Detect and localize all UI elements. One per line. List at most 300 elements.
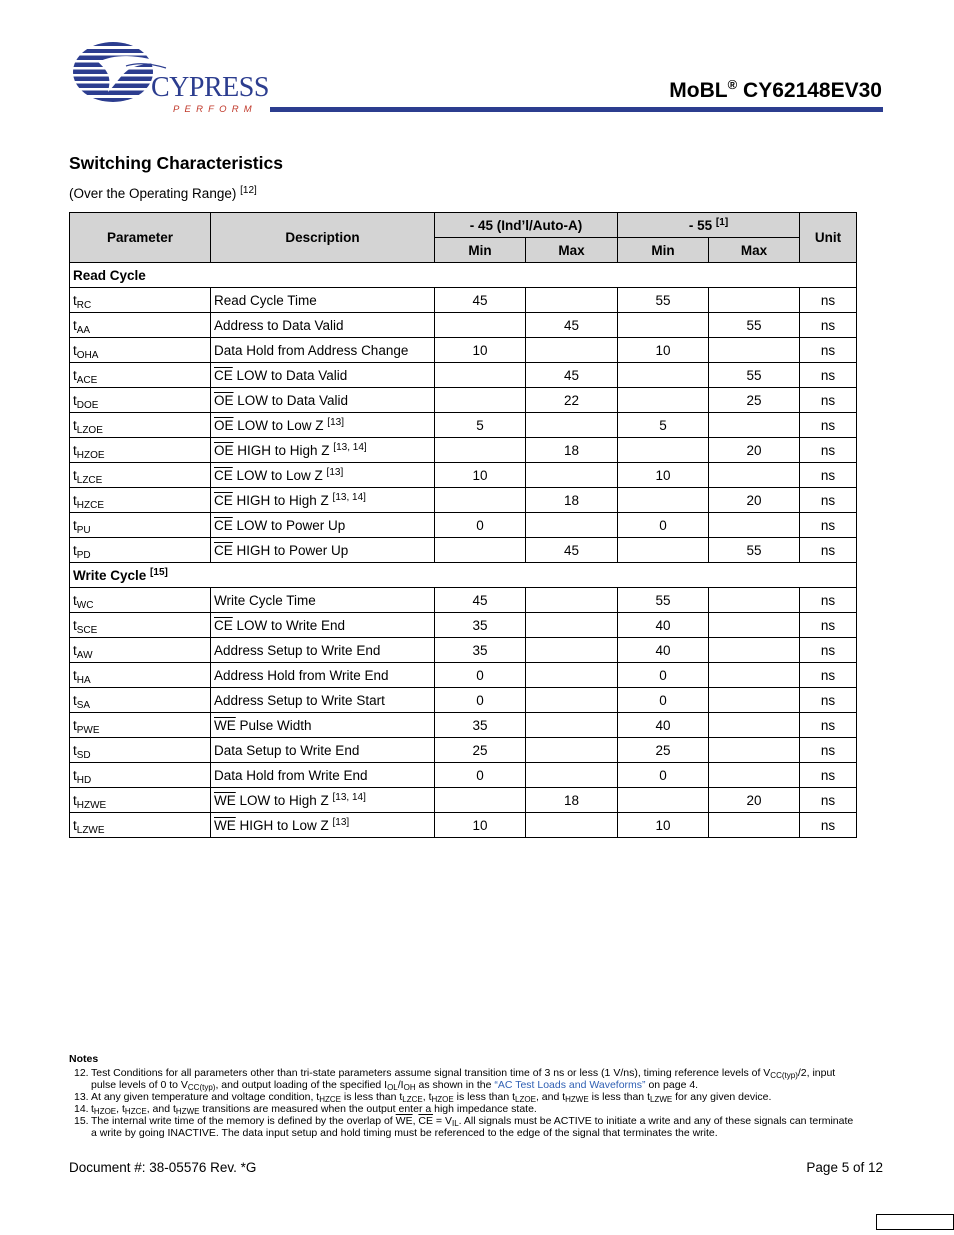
- max45-cell: [526, 688, 618, 713]
- max45-cell: [526, 288, 618, 313]
- parameter-cell: [70, 688, 211, 713]
- table-row: [70, 438, 857, 463]
- unit-cell: ns: [800, 288, 857, 313]
- min45-cell: 10: [435, 463, 526, 488]
- description-cell: [211, 363, 435, 388]
- note-sub: HZCE: [319, 1095, 342, 1104]
- unit-cell: ns: [800, 713, 857, 738]
- min55-cell: 55: [618, 588, 709, 613]
- max55-cell: 20: [709, 488, 800, 513]
- note-text: as shown in the: [415, 1079, 495, 1091]
- parameter-subscript: SA: [76, 699, 91, 711]
- max55-cell: [709, 763, 800, 788]
- parameter-subscript: AW: [76, 649, 93, 661]
- note-number: 13.: [74, 1091, 89, 1103]
- note-text: is less than t: [588, 1091, 650, 1103]
- unit-cell: ns: [800, 788, 857, 813]
- min55-cell: 10: [618, 338, 709, 363]
- max55-cell: [709, 463, 800, 488]
- description-ref: [13, 14]: [333, 441, 367, 453]
- note-sub: HZWE: [565, 1095, 589, 1104]
- parameter-cell: [70, 413, 211, 438]
- description-text: HIGH to Power Up: [232, 542, 349, 558]
- description-cell: [211, 288, 435, 313]
- description-text: Address Setup to Write Start: [214, 692, 385, 708]
- note-text: t: [91, 1103, 94, 1115]
- description-text: HIGH to Low Z: [235, 817, 333, 833]
- unit-cell: ns: [800, 613, 857, 638]
- description-text: Data Hold from Address Change: [214, 342, 409, 358]
- table-row: [70, 813, 857, 838]
- parameter-symbol: t: [73, 642, 77, 658]
- description-ref: [13]: [327, 416, 344, 428]
- description-text: LOW to Data Valid: [233, 392, 349, 408]
- parameter-cell: [70, 288, 211, 313]
- unit-cell: ns: [800, 363, 857, 388]
- description-cell: [211, 338, 435, 363]
- table-row: [70, 688, 857, 713]
- max45-cell: [526, 813, 618, 838]
- description-cell: [211, 488, 435, 513]
- parameter-cell: [70, 463, 211, 488]
- ac-test-loads-link[interactable]: “AC Test Loads and Waveforms”: [494, 1079, 646, 1091]
- note-overline: $\overline{WE}$: [395, 1115, 413, 1127]
- description-cell: [211, 763, 435, 788]
- header-unit: Unit: [800, 213, 857, 263]
- note-sub: LZWE: [649, 1095, 673, 1104]
- parameter-symbol: t: [73, 667, 77, 683]
- parameter-subscript: RC: [76, 299, 92, 311]
- max45-cell: [526, 338, 618, 363]
- title-part-number: CY62148EV30: [743, 79, 882, 102]
- section-title: Switching Characteristics: [69, 153, 283, 173]
- header-group-55-label: - 55: [688, 217, 713, 233]
- signal-overline: $\overline{OE}$: [214, 442, 234, 458]
- signal-overline: $\overline{OE}$: [214, 392, 234, 408]
- table-body: [70, 263, 857, 838]
- min55-cell: 0: [618, 513, 709, 538]
- section-row: [70, 263, 857, 288]
- unit-cell: ns: [800, 638, 857, 663]
- description-text: HIGH to High Z: [232, 492, 333, 508]
- min45-cell: 35: [435, 638, 526, 663]
- min45-cell: 5: [435, 413, 526, 438]
- parameter-cell: [70, 363, 211, 388]
- header-group-45: - 45 (Ind’l/Auto-A): [435, 213, 618, 238]
- description-text: LOW to Low Z: [233, 417, 328, 433]
- parameter-symbol: t: [73, 767, 77, 783]
- table-row: [70, 313, 857, 338]
- unit-cell: ns: [800, 588, 857, 613]
- unit-cell: ns: [800, 763, 857, 788]
- parameter-cell: [70, 513, 211, 538]
- note-sub: CC(typ): [187, 1083, 216, 1092]
- logo-wordmark: CYPRESS: [151, 72, 269, 103]
- description-cell: [211, 313, 435, 338]
- description-ref: [13, 14]: [332, 491, 366, 503]
- min55-cell: [618, 313, 709, 338]
- parameter-symbol: t: [73, 717, 77, 733]
- table-row: [70, 388, 857, 413]
- parameter-cell: [70, 438, 211, 463]
- max55-cell: [709, 338, 800, 363]
- parameter-subscript: SD: [76, 749, 91, 761]
- table-row: [70, 638, 857, 663]
- parameter-cell: [70, 388, 211, 413]
- header-min-45: Min: [435, 238, 526, 263]
- parameter-subscript: PWE: [76, 724, 100, 736]
- min55-cell: 0: [618, 763, 709, 788]
- max55-cell: [709, 663, 800, 688]
- table-row: [70, 713, 857, 738]
- min55-cell: 5: [618, 413, 709, 438]
- min45-cell: [435, 438, 526, 463]
- table-row: [70, 788, 857, 813]
- unit-cell: ns: [800, 488, 857, 513]
- parameter-symbol: t: [73, 442, 77, 458]
- signal-overline: $\overline{CE}$: [214, 467, 233, 483]
- description-cell: [211, 663, 435, 688]
- parameter-symbol: t: [73, 367, 77, 383]
- note-text: , and t: [146, 1103, 176, 1115]
- min45-cell: 25: [435, 738, 526, 763]
- unit-cell: ns: [800, 663, 857, 688]
- parameter-subscript: LZOE: [76, 424, 103, 436]
- logo-tagline: PERFORM: [173, 104, 257, 115]
- min45-cell: [435, 538, 526, 563]
- parameter-subscript: OHA: [76, 349, 99, 361]
- max55-cell: [709, 638, 800, 663]
- min55-cell: [618, 438, 709, 463]
- min55-cell: [618, 488, 709, 513]
- description-text: LOW to Power Up: [232, 517, 346, 533]
- unit-cell: ns: [800, 463, 857, 488]
- min45-cell: 45: [435, 588, 526, 613]
- description-cell: [211, 388, 435, 413]
- table-row: [70, 463, 857, 488]
- parameter-symbol: t: [73, 617, 77, 633]
- signal-overline: $\overline{CE}$: [214, 492, 233, 508]
- min45-cell: 0: [435, 763, 526, 788]
- parameter-subscript: HZWE: [76, 799, 107, 811]
- parameter-cell: [70, 713, 211, 738]
- max45-cell: 18: [526, 788, 618, 813]
- description-cell: [211, 463, 435, 488]
- parameter-cell: [70, 813, 211, 838]
- note-sub: HZWE: [175, 1107, 200, 1116]
- document-title: [669, 77, 882, 103]
- unit-cell: ns: [800, 738, 857, 763]
- description-text: LOW to Data Valid: [232, 367, 348, 383]
- min45-cell: 0: [435, 688, 526, 713]
- note-15: [69, 1115, 859, 1139]
- parameter-symbol: t: [73, 467, 77, 483]
- page-number: Page 5 of 12: [806, 1160, 883, 1175]
- table-row: [70, 413, 857, 438]
- min45-cell: 45: [435, 288, 526, 313]
- unit-cell: ns: [800, 813, 857, 838]
- max45-cell: [526, 638, 618, 663]
- max45-cell: [526, 613, 618, 638]
- note-text: /I: [397, 1079, 404, 1091]
- notes-title: Notes: [69, 1053, 99, 1065]
- note-sub: HZCE: [124, 1107, 147, 1116]
- description-cell: [211, 513, 435, 538]
- max45-cell: [526, 413, 618, 438]
- description-text: LOW to Low Z: [232, 467, 327, 483]
- range-note-text: (Over the Operating Range): [69, 186, 237, 201]
- parameter-cell: [70, 538, 211, 563]
- note-sub: HZOE: [93, 1107, 117, 1116]
- parameter-subscript: HZCE: [76, 499, 104, 511]
- notes-section: [69, 1053, 859, 1139]
- operating-range-note: [69, 186, 257, 201]
- signal-overline: $\overline{WE}$: [214, 817, 236, 833]
- max55-cell: [709, 713, 800, 738]
- section-heading-text: Write Cycle: [73, 567, 147, 583]
- signal-overline: $\overline{CE}$: [214, 542, 233, 558]
- max55-cell: [709, 513, 800, 538]
- min45-cell: [435, 363, 526, 388]
- description-text: Read Cycle Time: [214, 292, 317, 308]
- parameter-subscript: HA: [76, 674, 91, 686]
- description-ref: [13]: [332, 816, 350, 828]
- table-row: [70, 613, 857, 638]
- parameter-symbol: t: [73, 542, 77, 558]
- min55-cell: 40: [618, 613, 709, 638]
- min55-cell: 55: [618, 288, 709, 313]
- table-row: [70, 288, 857, 313]
- signal-overline: $\overline{WE}$: [214, 792, 236, 808]
- range-note-ref: [12]: [240, 185, 257, 196]
- note-text: is less than t: [341, 1091, 403, 1103]
- description-text: Address Setup to Write End: [214, 642, 381, 658]
- parameter-cell: [70, 313, 211, 338]
- min55-cell: 0: [618, 663, 709, 688]
- document-number: Document #: 38-05576 Rev. *G: [69, 1160, 257, 1175]
- description-text: HIGH to High Z: [233, 442, 334, 458]
- parameter-cell: [70, 738, 211, 763]
- max45-cell: 18: [526, 488, 618, 513]
- description-text: Address to Data Valid: [214, 317, 344, 333]
- note-sub: LZCE: [402, 1095, 423, 1104]
- parameter-symbol: t: [73, 792, 77, 808]
- parameter-subscript: DOE: [76, 399, 99, 411]
- title-brand: MoBL: [669, 79, 728, 102]
- description-cell: [211, 613, 435, 638]
- description-cell: [211, 788, 435, 813]
- header-max-55: Max: [709, 238, 800, 263]
- parameter-cell: [70, 588, 211, 613]
- parameter-symbol: t: [73, 392, 77, 408]
- table-row: [70, 338, 857, 363]
- max45-cell: [526, 513, 618, 538]
- description-text: LOW to Write End: [232, 617, 346, 633]
- note-14: [69, 1103, 859, 1115]
- description-cell: [211, 538, 435, 563]
- header-rule: [270, 107, 883, 112]
- note-text: transitions are measured when the output enter a high impedance state.: [199, 1103, 537, 1115]
- table-row: [70, 763, 857, 788]
- section-heading-text: Read Cycle: [73, 267, 146, 283]
- signal-overline: $\overline{CE}$: [214, 517, 233, 533]
- parameter-subscript: AA: [76, 324, 91, 336]
- min45-cell: 10: [435, 813, 526, 838]
- max55-cell: 20: [709, 438, 800, 463]
- min55-cell: [618, 363, 709, 388]
- max45-cell: [526, 663, 618, 688]
- signal-overline: $\overline{CE}$: [214, 617, 233, 633]
- min55-cell: 25: [618, 738, 709, 763]
- min55-cell: [618, 538, 709, 563]
- note-sub: OH: [403, 1083, 416, 1092]
- description-cell: [211, 638, 435, 663]
- parameter-symbol: t: [73, 317, 77, 333]
- note-text: The internal write time of the memory is defined by the overlap of: [91, 1115, 396, 1127]
- note-text: , and output loading of the specified I: [215, 1079, 388, 1091]
- note-number: 12.: [74, 1067, 89, 1079]
- note-sub: CC(typ): [770, 1071, 798, 1080]
- parameter-cell: [70, 613, 211, 638]
- section-heading: [70, 263, 857, 288]
- description-cell: [211, 413, 435, 438]
- parameter-cell: [70, 638, 211, 663]
- max55-cell: 55: [709, 363, 800, 388]
- signal-overline: $\overline{OE}$: [214, 417, 234, 433]
- parameter-symbol: t: [73, 517, 77, 533]
- parameter-subscript: LZWE: [76, 824, 105, 836]
- min55-cell: 10: [618, 463, 709, 488]
- max45-cell: 22: [526, 388, 618, 413]
- description-cell: [211, 738, 435, 763]
- parameter-subscript: WC: [76, 599, 94, 611]
- max55-cell: 25: [709, 388, 800, 413]
- max55-cell: [709, 738, 800, 763]
- table-row: [70, 588, 857, 613]
- note-text: , and t: [535, 1091, 566, 1103]
- parameter-symbol: t: [73, 292, 77, 308]
- parameter-symbol: t: [73, 342, 77, 358]
- min45-cell: 35: [435, 613, 526, 638]
- parameter-symbol: t: [73, 817, 77, 833]
- parameter-subscript: HD: [76, 774, 92, 786]
- note-13: [69, 1091, 859, 1103]
- note-number: 14.: [74, 1103, 89, 1115]
- min45-cell: [435, 388, 526, 413]
- note-text: Test Conditions for all parameters other than tri-state parameters assume signal transition time of 3 ns or less (1 V/ns), timing reference levels of V: [91, 1067, 771, 1079]
- max55-cell: 55: [709, 538, 800, 563]
- note-text: is less than t: [453, 1091, 516, 1103]
- note-sub: HZOE: [431, 1095, 454, 1104]
- header-max-45: Max: [526, 238, 618, 263]
- description-cell: [211, 438, 435, 463]
- max45-cell: [526, 763, 618, 788]
- unit-cell: ns: [800, 688, 857, 713]
- max55-cell: [709, 813, 800, 838]
- parameter-cell: [70, 788, 211, 813]
- note-text: At any given temperature and voltage condition, t: [91, 1091, 320, 1103]
- note-text: , t: [116, 1103, 125, 1115]
- description-cell: [211, 688, 435, 713]
- feedback-box[interactable]: [876, 1214, 954, 1230]
- header-group-55-ref: [1]: [715, 216, 729, 228]
- max45-cell: [526, 463, 618, 488]
- max55-cell: [709, 588, 800, 613]
- min45-cell: [435, 488, 526, 513]
- min55-cell: [618, 788, 709, 813]
- header-parameter: Parameter: [70, 213, 211, 263]
- min55-cell: 10: [618, 813, 709, 838]
- parameter-cell: [70, 338, 211, 363]
- unit-cell: ns: [800, 338, 857, 363]
- description-cell: [211, 713, 435, 738]
- parameter-symbol: t: [73, 742, 77, 758]
- parameter-symbol: t: [73, 492, 77, 508]
- parameter-cell: [70, 763, 211, 788]
- header-min-55: Min: [618, 238, 709, 263]
- parameter-cell: [70, 663, 211, 688]
- max45-cell: 45: [526, 538, 618, 563]
- unit-cell: ns: [800, 413, 857, 438]
- min45-cell: 0: [435, 513, 526, 538]
- table-row: [70, 488, 857, 513]
- parameter-symbol: t: [73, 592, 77, 608]
- max55-cell: 20: [709, 788, 800, 813]
- note-number: 15.: [74, 1115, 89, 1127]
- table-row: [70, 363, 857, 388]
- parameter-subscript: LZCE: [76, 474, 103, 486]
- note-sub: OL: [387, 1083, 398, 1092]
- description-text: Address Hold from Write End: [214, 667, 389, 683]
- section-heading: [70, 563, 857, 588]
- unit-cell: ns: [800, 388, 857, 413]
- unit-cell: ns: [800, 538, 857, 563]
- registered-mark: ®: [727, 77, 738, 92]
- max45-cell: [526, 588, 618, 613]
- max45-cell: 18: [526, 438, 618, 463]
- header-group-55: [618, 213, 800, 238]
- section-heading-ref: [15]: [150, 566, 168, 578]
- note-text: = V: [433, 1115, 452, 1127]
- table-row: [70, 663, 857, 688]
- signal-overline: $\overline{WE}$: [214, 717, 236, 733]
- note-text: , t: [422, 1091, 432, 1103]
- note-text: /2, input pulse levels of 0 to V: [91, 1067, 836, 1091]
- note-sub: IL: [452, 1119, 459, 1128]
- max45-cell: [526, 713, 618, 738]
- max55-cell: [709, 688, 800, 713]
- parameter-subscript: ACE: [76, 374, 98, 386]
- min55-cell: 0: [618, 688, 709, 713]
- table-row: [70, 538, 857, 563]
- signal-overline: $\overline{CE}$: [214, 367, 233, 383]
- parameter-subscript: SCE: [76, 624, 98, 636]
- max55-cell: [709, 288, 800, 313]
- max45-cell: 45: [526, 363, 618, 388]
- min45-cell: [435, 788, 526, 813]
- parameter-subscript: PU: [76, 524, 91, 536]
- min45-cell: 35: [435, 713, 526, 738]
- switching-characteristics-table: [69, 212, 857, 838]
- description-text: Data Setup to Write End: [214, 742, 360, 758]
- description-cell: [211, 588, 435, 613]
- min55-cell: 40: [618, 713, 709, 738]
- parameter-cell: [70, 488, 211, 513]
- min45-cell: 0: [435, 663, 526, 688]
- description-ref: [13, 14]: [332, 791, 366, 803]
- description-cell: [211, 813, 435, 838]
- max55-cell: 55: [709, 313, 800, 338]
